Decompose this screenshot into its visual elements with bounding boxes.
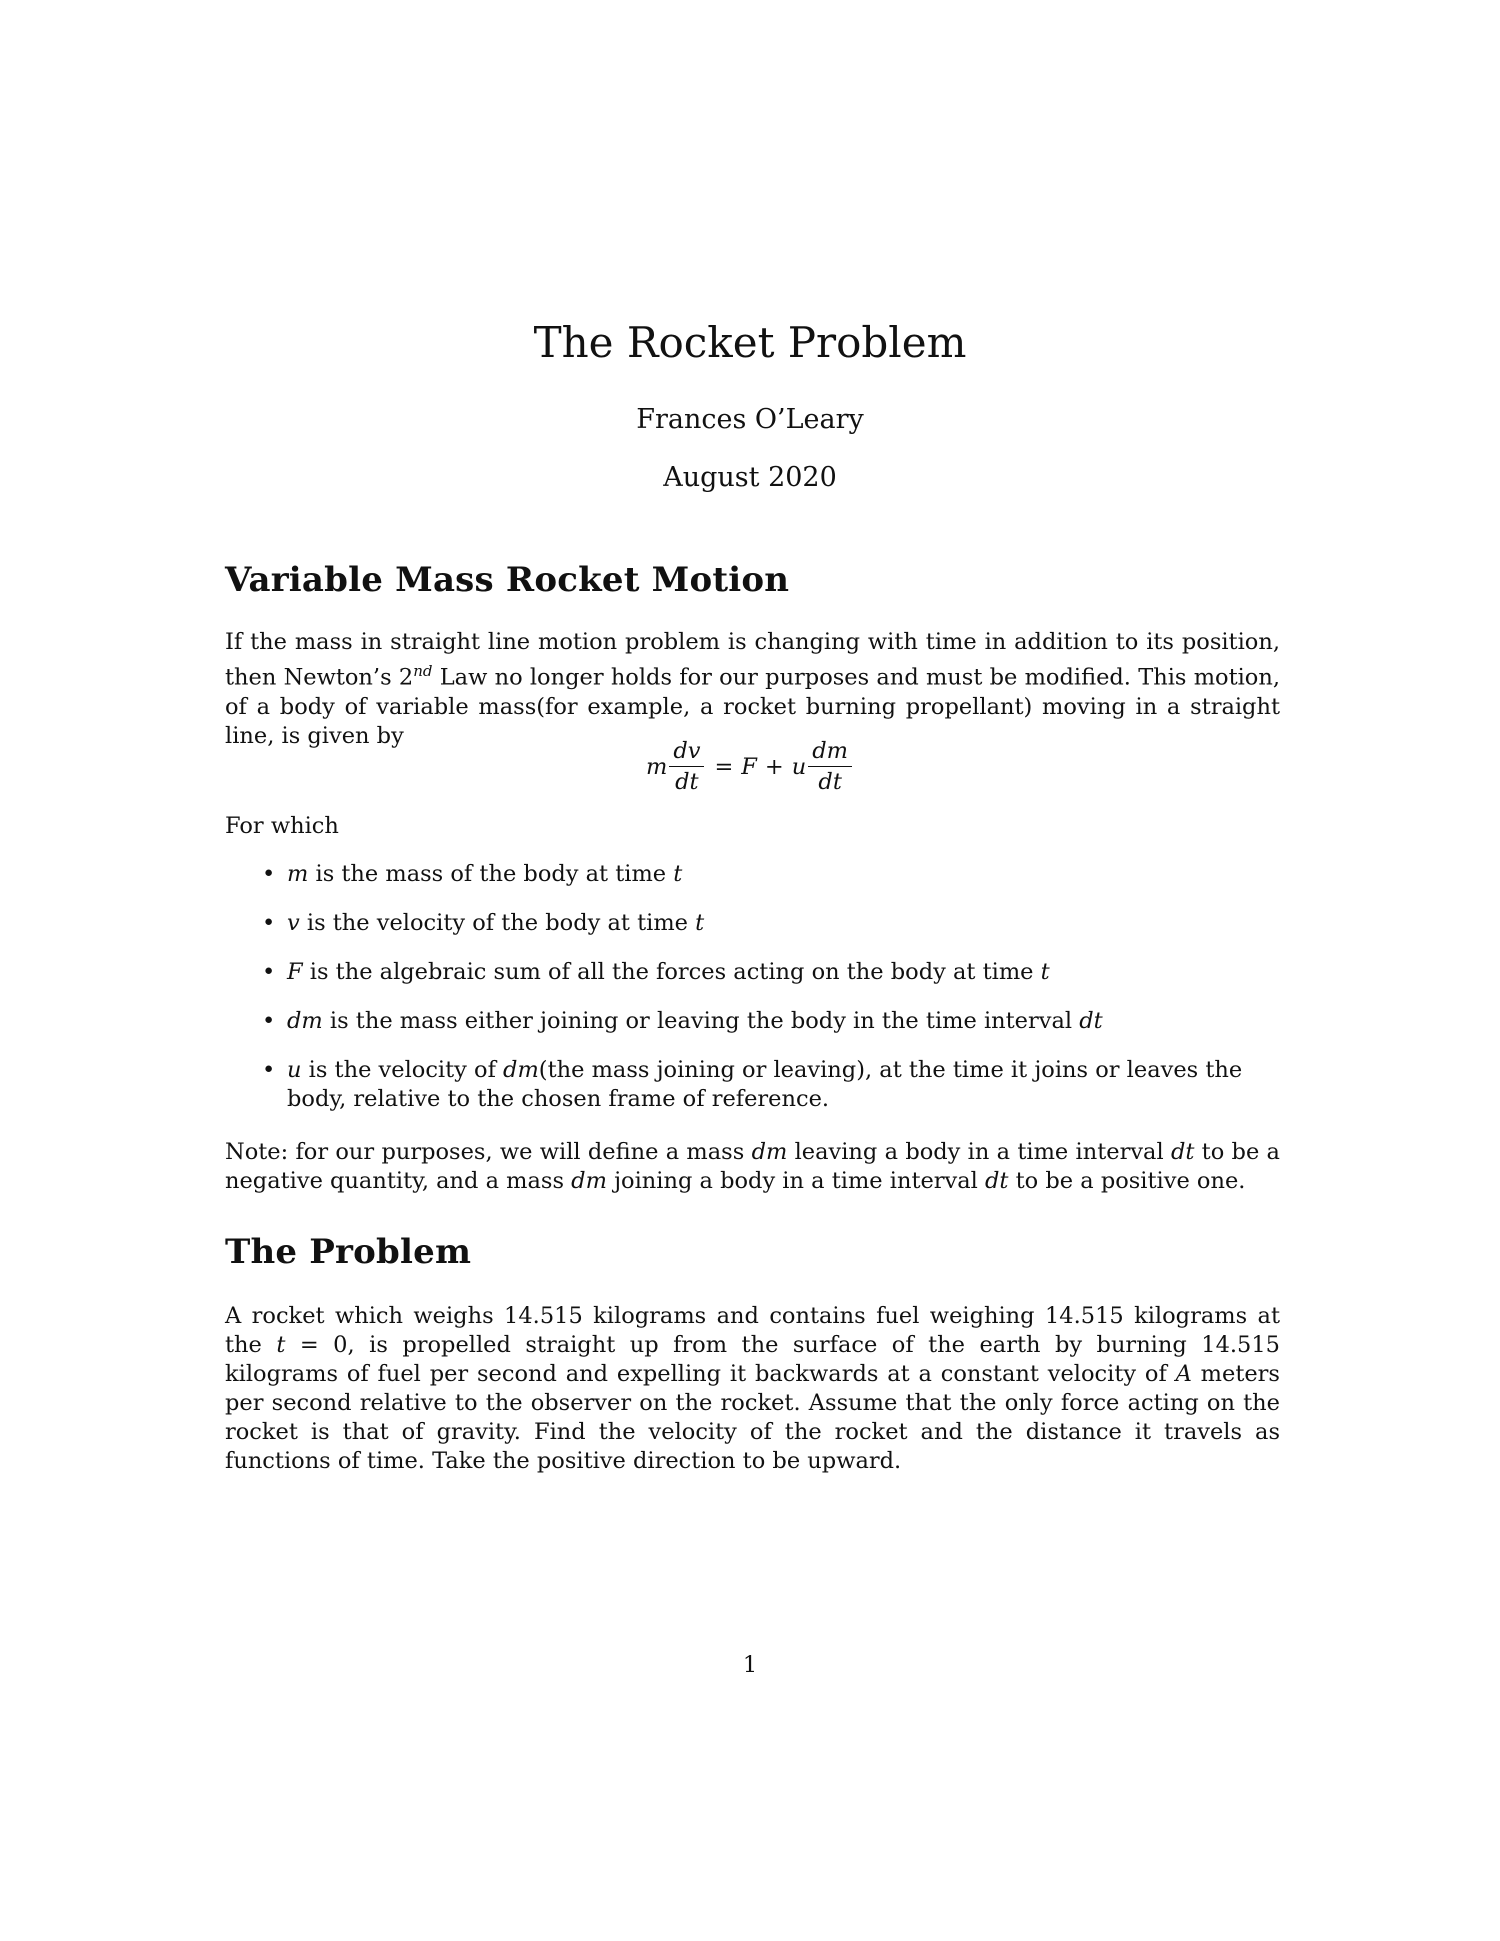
eq-fraction-dv-dt [669, 738, 704, 795]
definitions-list [225, 860, 1280, 1114]
problem-text: meters per second relative to the observer on the rocket. Assume that the only force acting on the rocket is that of gravity. Find the velocity of the rocket and the distance it travels as functions of time. Take the positive direction to be upward. [225, 1361, 1280, 1474]
list-item-symbol-2: t [1040, 959, 1050, 985]
document-date: August 2020 [663, 462, 837, 493]
list-item-symbol-2: t [673, 861, 683, 887]
for-which-label: For which [225, 813, 339, 839]
note-text: to be a negative quantity, and a mass [225, 1139, 1280, 1194]
list-item-symbol: m [287, 861, 309, 887]
bullet-icon: • [262, 1057, 276, 1083]
bullet-icon: • [262, 1008, 276, 1034]
list-item-symbol-2: dt [1079, 1008, 1103, 1034]
note-text: leaving a body in a time interval [787, 1139, 1171, 1165]
note-symbol: dm [751, 1139, 788, 1165]
list-item-text: is the mass of the body at time [308, 861, 674, 887]
intro-text-a: If the mass in straight line motion problem is changing with time in addition to its position, then Newton’s 2 [225, 629, 1280, 691]
eq-numerator-dm: dm [808, 738, 852, 767]
list-item-symbol-2: dm [503, 1057, 539, 1083]
eq-denominator-dt: dt [675, 769, 699, 795]
problem-text: A rocket which weighs 14.515 kilograms and contains fuel weighing 14.515 kilograms at the [225, 1303, 1280, 1358]
eq-mass-symbol: m [645, 753, 668, 780]
intro-paragraph [225, 628, 1280, 751]
problem-symbol-t: t [276, 1332, 286, 1358]
list-item-symbol-2: t [695, 910, 705, 936]
list-item-tail: (the mass joining or leaving), at the time it joins or leaves the body, relative to the chosen frame of reference. [287, 1057, 1243, 1112]
note-symbol: dt [985, 1168, 1009, 1194]
list-item-symbol: F [287, 959, 303, 985]
page-number: 1 [742, 1652, 758, 1678]
problem-text: = 0, is propelled straight up from the surface of the earth by burning 14.515 kilograms of fuel per second and expelling it backwards at a constant velocity of [225, 1332, 1280, 1387]
eq-numerator-dv: dv [669, 738, 704, 767]
eq-velocity-u-symbol: u [791, 753, 807, 780]
list-item-symbol: u [287, 1057, 302, 1083]
ordinal-superscript: nd [413, 662, 433, 680]
note-text: to be a positive one. [1008, 1168, 1246, 1194]
list-item [225, 1056, 1280, 1114]
eq-fraction-dm-dt [808, 738, 852, 795]
list-item [225, 958, 1280, 987]
list-item-text: is the algebraic sum of all the forces acting on the body at time [302, 959, 1041, 985]
bullet-icon: • [262, 910, 276, 936]
section-heading-the-problem: The Problem [225, 1232, 472, 1272]
bullet-icon: • [262, 861, 276, 887]
list-item-symbol: dm [287, 1008, 323, 1034]
note-symbol: dt [1170, 1139, 1195, 1165]
intro-text-b: Law no longer holds for our purposes and must be modified. This motion, of a body of variable mass(for example, a rocket burning propellant) moving in a straight line, is given by [225, 664, 1280, 749]
list-item-text: is the mass either joining or leaving the body in the time interval [322, 1008, 1080, 1034]
section-heading-variable-mass: Variable Mass Rocket Motion [225, 560, 790, 600]
note-text: joining a body in a time interval [606, 1168, 986, 1194]
list-item-symbol: v [287, 910, 300, 936]
list-item [225, 1007, 1280, 1036]
rocket-equation [0, 738, 1500, 795]
note-text: Note: for our purposes, we will define a mass [225, 1139, 752, 1165]
list-item-text: is the velocity of the body at time [299, 910, 696, 936]
eq-equals: = [714, 753, 734, 780]
eq-plus: + [764, 753, 784, 780]
author-name: Frances O’Leary [636, 404, 864, 435]
problem-symbol-a: A [1175, 1361, 1192, 1387]
list-item [225, 909, 1280, 938]
note-symbol: dm [571, 1168, 607, 1194]
problem-paragraph [225, 1302, 1280, 1476]
document-title: The Rocket Problem [533, 318, 967, 367]
list-item [225, 860, 1280, 889]
eq-denominator-dt-2: dt [818, 769, 842, 795]
note-paragraph [225, 1138, 1280, 1196]
list-item-text: is the velocity of [301, 1057, 504, 1083]
bullet-icon: • [262, 959, 276, 985]
eq-force-symbol: F [741, 753, 757, 780]
